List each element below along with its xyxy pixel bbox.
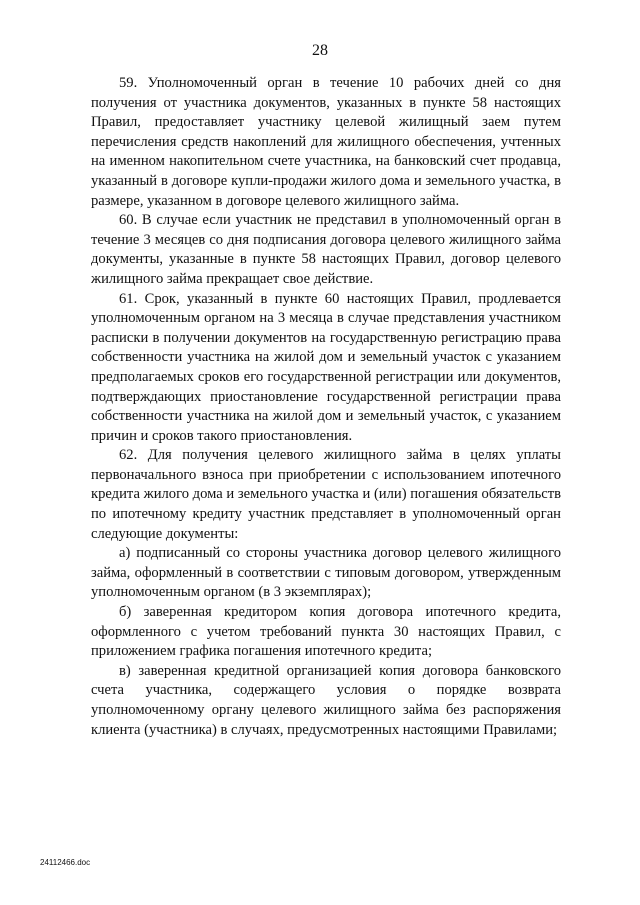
file-name-footer: 24112466.doc [40,858,91,867]
page-number: 28 [312,42,328,59]
paragraph-61: 61. Срок, указанный в пункте 60 настоящих Правил, продлевается уполномоченным органом на 3 месяца в случае представления участником расписки в получении документов на государственную регистрацию права собственности участника на жилой дом и земельный участок с указанием предполагаемых сроков его государственной регистрации или документов, подтверждающих приостановление государственной регистрации права собственности участника на жилой дом и земельный участок, с указанием причин и сроков такого приостановления. [91,290,561,444]
paragraph-62: 62. Для получения целевого жилищного займа в целях уплаты первоначального взноса при приобретении с использованием ипотечного кредита жилого дома и земельного участка и (или) погашения обязательств по ипотечному кредиту участник представляет в уполномоченный орган следующие документы: [91,447,561,542]
paragraph-59: 59. Уполномоченный орган в течение 10 рабочих дней со дня получения от участника документов, указанных в пункте 58 настоящих Правил, предоставляет участнику целевой жилищный заем путем перечисления средств накоплений для жилищного обеспечения, учтенных на именном накопительном счете участника, на банковский счет продавца, указанный в договоре купли-продажи жилого дома и земельного участка, в размере, указанном в договоре целевого жилищного займа. [91,75,561,209]
paragraph-62-item-b: б) заверенная кредитором копия договора ипотечного кредита, оформленного с учетом требований пункта 30 настоящих Правил, с приложением графика погашения ипотечного кредита; [91,604,561,660]
document-body [91,74,561,740]
paragraph-62-item-a: а) подписанный со стороны участника договор целевого жилищного займа, оформленный в соответствии с типовым договором, утвержденным уполномоченным органом (в 3 экземплярах); [91,545,561,601]
paragraph-62-item-v: в) заверенная кредитной организацией копия договора банковского счета участника, содержащего условия о порядке возврата уполномоченному органу целевого жилищного займа без распоряжения клиента (участника) в случаях, предусмотренных настоящими Правилами; [91,662,561,738]
paragraph-60: 60. В случае если участник не представил в уполномоченный орган в течение 3 месяцев со дня подписания договора целевого жилищного займа документы, указанные в пункте 58 настоящих Правил, договор целевого жилищного займа прекращает свое действие. [91,212,561,287]
